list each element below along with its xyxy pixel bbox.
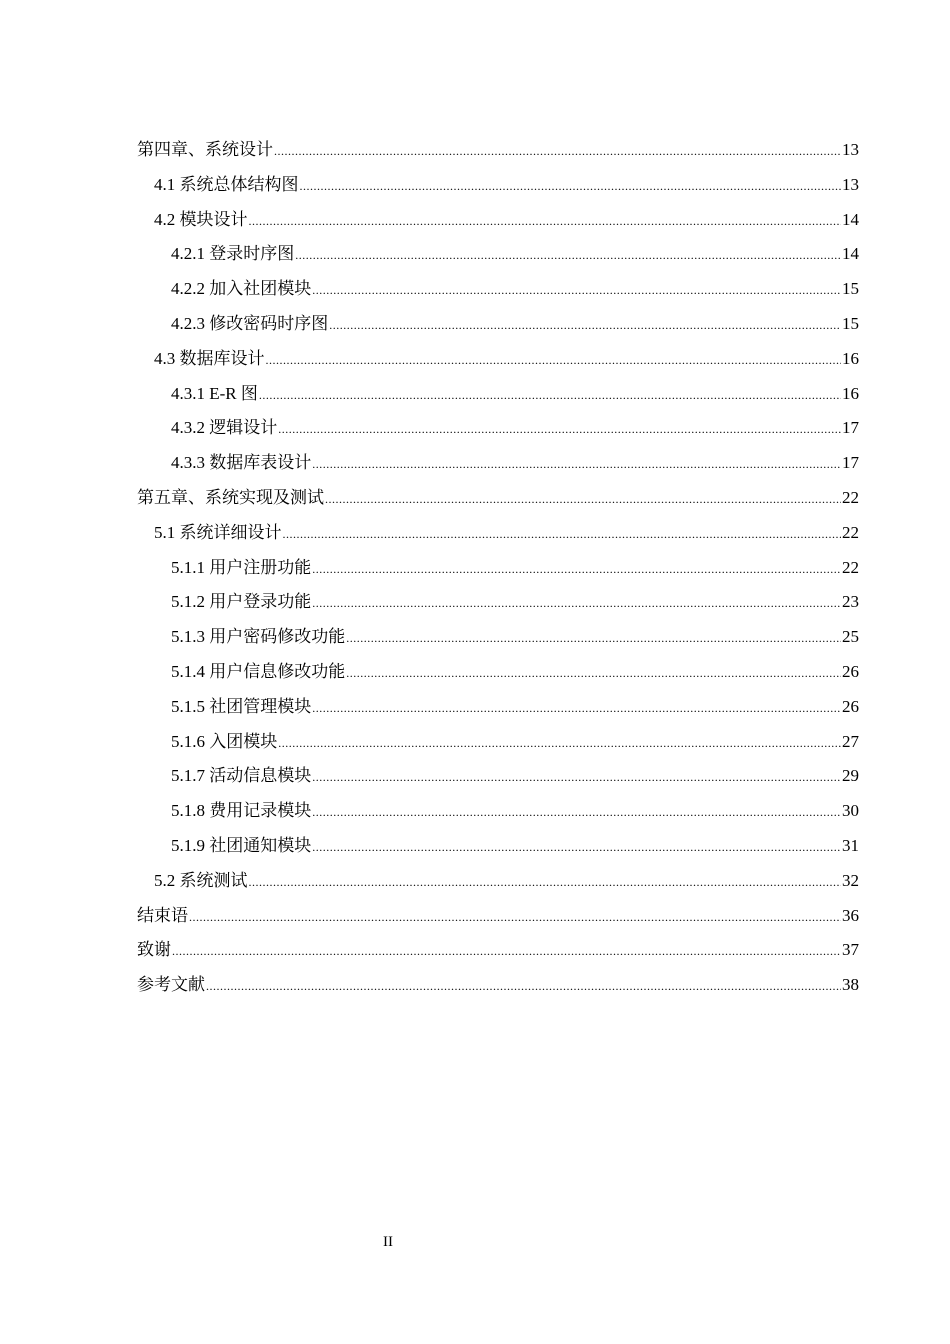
toc-entry-title: 5.1.9 社团通知模块 (171, 835, 312, 855)
toc-entry-title: 5.1 系统详细设计 (154, 522, 282, 542)
toc-dot-leader (283, 519, 842, 548)
toc-entry[interactable] (137, 728, 859, 763)
toc-entry[interactable] (137, 693, 859, 728)
toc-entry-title: 4.2.1 登录时序图 (171, 244, 295, 264)
toc-entry[interactable] (137, 240, 859, 275)
toc-entry-page: 32 (842, 870, 859, 890)
toc-entry-page: 27 (842, 731, 859, 751)
toc-entry[interactable] (137, 380, 859, 415)
toc-entry-title: 5.1.4 用户信息修改功能 (171, 661, 346, 681)
toc-entry-title: 5.1.1 用户注册功能 (171, 557, 312, 577)
toc-entry-page: 22 (842, 557, 859, 577)
toc-entry-title: 4.3.3 数据库表设计 (171, 453, 312, 473)
toc-entry[interactable] (137, 554, 859, 589)
toc-dot-leader (249, 206, 842, 235)
toc-dot-leader (312, 449, 841, 478)
toc-entry-page: 30 (842, 801, 859, 821)
toc-entry[interactable] (137, 519, 859, 554)
toc-entry[interactable] (137, 449, 859, 484)
toc-entry-page: 38 (842, 975, 859, 995)
toc-entry-title: 4.3.1 E-R 图 (171, 383, 258, 403)
toc-dot-leader (312, 762, 841, 791)
toc-entry-page: 14 (842, 244, 859, 264)
toc-entry[interactable] (137, 623, 859, 658)
toc-entry[interactable] (137, 345, 859, 380)
toc-entry-title: 4.1 系统总体结构图 (154, 174, 299, 194)
toc-dot-leader (172, 936, 841, 965)
toc-entry-title: 致谢 (137, 940, 171, 960)
toc-dot-leader (266, 345, 842, 374)
toc-entry-page: 15 (842, 313, 859, 333)
toc-dot-leader (278, 414, 841, 443)
toc-entry-title: 5.1.7 活动信息模块 (171, 766, 312, 786)
toc-entry-title: 5.1.8 费用记录模块 (171, 801, 312, 821)
toc-entry[interactable] (137, 936, 859, 971)
toc-entry[interactable] (137, 484, 859, 519)
toc-entry-title: 5.1.3 用户密码修改功能 (171, 627, 346, 647)
toc-entry-title: 4.2.2 加入社团模块 (171, 279, 312, 299)
toc-entry-title: 4.3.2 逻辑设计 (171, 418, 278, 438)
toc-entry-title: 参考文献 (137, 975, 205, 995)
toc-entry-page: 26 (842, 696, 859, 716)
toc-entry-page: 22 (842, 522, 859, 542)
toc-entry-page: 14 (842, 209, 859, 229)
toc-dot-leader (259, 380, 841, 409)
toc-dot-leader (312, 554, 841, 583)
toc-entry-title: 第五章、系统实现及测试 (137, 487, 324, 507)
toc-entry[interactable] (137, 658, 859, 693)
toc-dot-leader (300, 171, 842, 200)
toc-dot-leader (346, 623, 841, 652)
toc-entry-title: 5.2 系统测试 (154, 870, 248, 890)
toc-entry-page: 37 (842, 940, 859, 960)
toc-entry[interactable] (137, 762, 859, 797)
toc-entry-page: 15 (842, 279, 859, 299)
toc-dot-leader (249, 867, 842, 896)
toc-entry[interactable] (137, 136, 859, 171)
toc-entry-title: 5.1.6 入团模块 (171, 731, 278, 751)
toc-entry-page: 31 (842, 835, 859, 855)
toc-entry[interactable] (137, 310, 859, 345)
toc-dot-leader (312, 275, 841, 304)
toc-entry[interactable] (137, 171, 859, 206)
toc-entry-page: 36 (842, 905, 859, 925)
toc-entry-title: 第四章、系统设计 (137, 140, 273, 159)
toc-entry[interactable] (137, 275, 859, 310)
toc-entry[interactable] (137, 832, 859, 867)
toc-entry-page: 17 (842, 453, 859, 473)
toc-entry-page: 16 (842, 348, 859, 368)
toc-dot-leader (189, 902, 841, 931)
toc-entry-title: 4.2.3 修改密码时序图 (171, 313, 329, 333)
toc-dot-leader (312, 693, 841, 722)
toc-dot-leader (312, 832, 841, 861)
toc-entry-page: 17 (842, 418, 859, 438)
toc-dot-leader (274, 136, 841, 165)
toc-entry-page: 13 (842, 140, 859, 159)
toc-entry-title: 4.2 模块设计 (154, 209, 248, 229)
toc-entry-title: 结束语 (137, 905, 188, 925)
toc-dot-leader (206, 971, 841, 1000)
toc-entry-page: 25 (842, 627, 859, 647)
toc-entry[interactable] (137, 867, 859, 902)
toc-entry[interactable] (137, 797, 859, 832)
toc-entry[interactable] (137, 588, 859, 623)
toc-dot-leader (295, 240, 841, 269)
toc-entry[interactable] (137, 414, 859, 449)
toc-entry-page: 26 (842, 661, 859, 681)
toc-dot-leader (329, 310, 841, 339)
toc-dot-leader (278, 728, 841, 757)
toc-entry[interactable] (137, 971, 859, 1006)
table-of-contents (137, 136, 859, 1006)
toc-entry-page: 13 (842, 174, 859, 194)
toc-entry-page: 23 (842, 592, 859, 612)
toc-dot-leader (312, 797, 841, 826)
toc-entry-title: 5.1.5 社团管理模块 (171, 696, 312, 716)
toc-entry-page: 16 (842, 383, 859, 403)
toc-entry-page: 22 (842, 487, 859, 507)
toc-entry[interactable] (137, 206, 859, 241)
toc-entry-page: 29 (842, 766, 859, 786)
toc-dot-leader (325, 484, 841, 513)
toc-entry[interactable] (137, 902, 859, 937)
toc-entry-title: 5.1.2 用户登录功能 (171, 592, 312, 612)
toc-entry-title: 4.3 数据库设计 (154, 348, 265, 368)
toc-dot-leader (346, 658, 841, 687)
toc-dot-leader (312, 588, 841, 617)
page-number: II (383, 1234, 393, 1250)
